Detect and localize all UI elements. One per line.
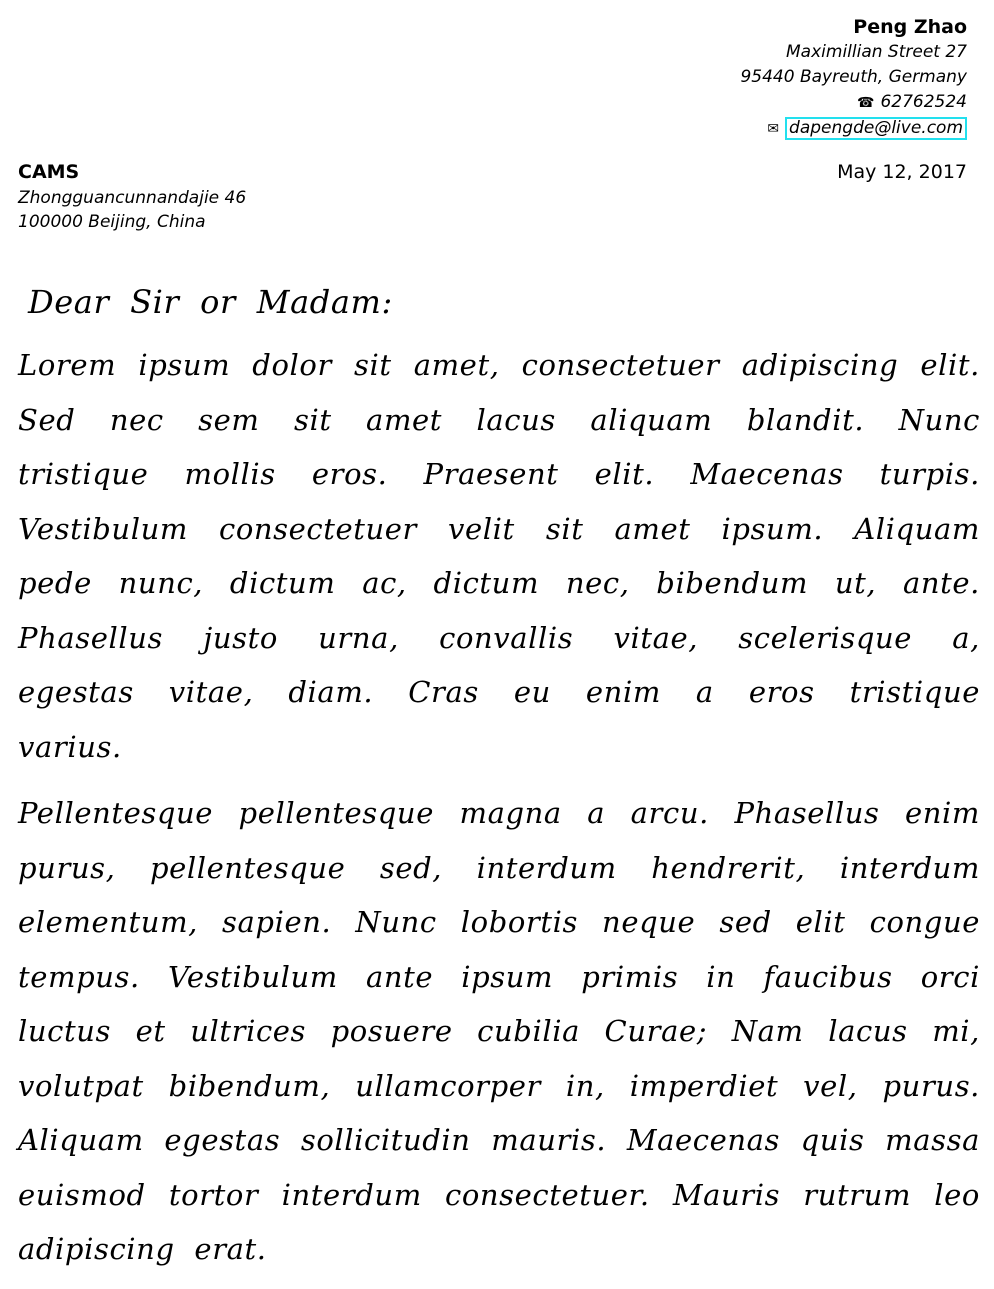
sender-phone: 62762524 [880,92,967,112]
envelope-icon: ✉ [767,121,780,137]
letter-date: May 12, 2017 [837,161,967,183]
sender-city: 95440 Bayreuth, Germany [740,67,967,87]
recipient-block [18,158,246,234]
sender-email-row [567,116,967,142]
phone-icon: ☎ [857,95,875,111]
recipient-city: 100000 Beijing, China [18,212,206,232]
sender-block [567,14,967,142]
body-paragraph: Pellentesque pellentesque magna a arcu. Phasellus enim purus, pellentesque sed, interdum hendrerit, interdum elementum, sapien. Nunc lobortis neque sed elit congue tempus. Vestibulum ante ipsum primis in faucibus orci luctus et ultrices posuere cubilia Curae; Nam lacus mi, volutpat bibendum, ullamcorper in, imperdiet vel, purus. Aliquam egestas sollicitudin mauris. Maecenas quis massa euismod tortor interdum consectetuer. Mauris rutrum leo adipiscing erat. [18,796,980,1266]
sender-name: Peng Zhao [853,16,967,38]
recipient-street: Zhongguancunnandajie 46 [18,188,247,208]
salutation: Dear Sir or Madam: [28,283,393,321]
sender-street: Maximillian Street 27 [786,42,967,62]
sender-phone-row [567,90,967,116]
sender-email-link[interactable]: dapengde@live.com [785,117,967,140]
letter-body [18,272,980,1289]
recipient-name: CAMS [18,161,80,183]
body-paragraph: Lorem ipsum dolor sit amet, consectetuer adipiscing elit. Sed nec sem sit amet lacus aliquam blandit. Nunc tristique mollis eros. Praesent elit. Maecenas turpis. Vestibulum consectetuer velit sit amet ipsum. Aliquam pede nunc, dictum ac, dictum nec, bibendum ut, ante. Phasellus justo urna, convallis vitae, scelerisque a, egestas vitae, diam. Cras eu enim a eros tristique varius. [18,348,980,764]
